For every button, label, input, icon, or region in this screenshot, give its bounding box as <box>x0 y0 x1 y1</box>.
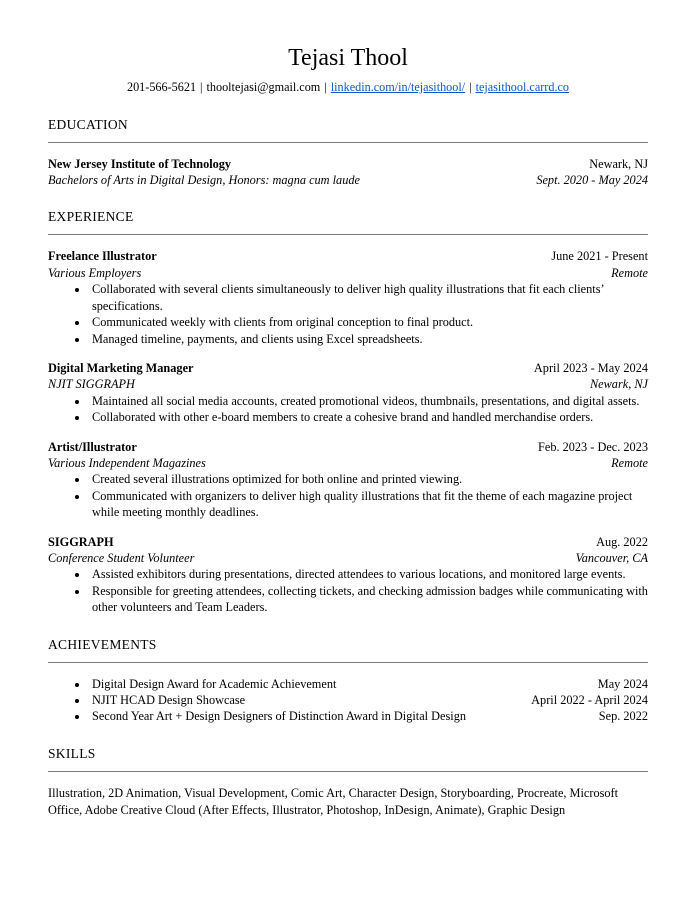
job-title: Digital Marketing Manager <box>48 360 194 375</box>
job-title: SIGGRAPH <box>48 534 114 549</box>
bullet-item: • Managed timeline, payments, and clients using Excel spreadsheets. <box>89 331 648 347</box>
school-name: New Jersey Institute of Technology <box>48 156 232 171</box>
job-dates: Feb. 2023 - Dec. 2023 <box>538 439 648 454</box>
achievement-date: April 2022 - April 2024 <box>531 693 648 707</box>
degree-text: Bachelors of Arts in Digital Design, Honors: magna cum laude <box>48 173 360 188</box>
achievement-label: • Digital Design Award for Academic Achievement <box>92 676 337 691</box>
job-org: Various Independent Magazines <box>48 455 206 470</box>
achievement-item <box>89 692 648 708</box>
education-section <box>48 117 648 189</box>
phone-number: 201-566-5621 <box>126 79 197 94</box>
achievements-section <box>48 637 648 725</box>
job-bullets <box>48 393 648 426</box>
achievement-label: • NJIT HCAD Design Showcase <box>92 693 246 707</box>
education-entry <box>48 156 648 189</box>
section-divider <box>48 142 648 143</box>
job-dates: June 2021 - Present <box>551 249 648 264</box>
contact-line <box>48 80 648 96</box>
job-location: Remote <box>611 455 648 470</box>
experience-section <box>48 209 648 615</box>
experience-entry <box>48 439 648 521</box>
achievement-label: • Second Year Art + Design Designers of Distinction Award in Digital Design <box>92 709 466 724</box>
email-address: thooltejasi@gmail.com <box>206 79 321 94</box>
job-dates: Aug. 2022 <box>596 534 648 549</box>
experience-heading: EXPERIENCE <box>48 209 134 225</box>
linkedin-link[interactable]: linkedin.com/in/tejasithool/ <box>330 79 466 94</box>
achievements-list <box>48 676 648 725</box>
contact-separator: | <box>469 79 472 94</box>
job-bullets <box>48 471 648 520</box>
website-link[interactable]: tejasithool.carrd.co <box>475 79 569 94</box>
job-title: Freelance Illustrator <box>48 249 157 264</box>
job-dates: April 2023 - May 2024 <box>533 360 648 375</box>
achievement-item <box>89 676 648 692</box>
achievements-list-wrap <box>48 676 648 725</box>
contact-separator: | <box>200 79 203 94</box>
experience-entry <box>48 360 648 426</box>
skills-heading: SKILLS <box>48 745 96 761</box>
bullet-item: • Maintained all social media accounts, created promotional videos, thumbnails, presentations, and digital assets. <box>89 393 648 409</box>
bullet-item: • Communicated weekly with clients from original conception to final product. <box>89 314 648 330</box>
education-heading: EDUCATION <box>48 116 128 132</box>
bullet-item: • Responsible for greeting attendees, collecting tickets, and checking admission badges while communicating with other volunteers and Team Leaders. <box>89 583 648 616</box>
job-location: Vancouver, CA <box>575 550 648 565</box>
bullet-item: • Created several illustrations optimized for both online and printed viewing. <box>89 471 648 487</box>
achievement-date: May 2024 <box>597 676 648 691</box>
section-divider <box>48 771 648 772</box>
education-dates: Sept. 2020 - May 2024 <box>536 173 648 188</box>
achievement-date: Sep. 2022 <box>598 709 648 724</box>
skills-section <box>48 746 648 819</box>
school-location: Newark, NJ <box>589 156 648 171</box>
job-org: Conference Student Volunteer <box>48 550 195 565</box>
achievement-item <box>89 708 648 724</box>
experience-entry <box>48 534 648 616</box>
job-title: Artist/Illustrator <box>48 439 137 454</box>
experience-entry <box>48 248 648 346</box>
person-name: Tejasi Thool <box>288 45 408 71</box>
achievements-heading: ACHIEVEMENTS <box>48 636 157 652</box>
job-location: Newark, NJ <box>589 377 648 392</box>
section-divider <box>48 662 648 663</box>
job-org: Various Employers <box>48 265 142 280</box>
job-location: Remote <box>611 265 648 280</box>
job-bullets <box>48 566 648 615</box>
skills-text: Illustration, 2D Animation, Visual Development, Comic Art, Character Design, Storyboarding, Procreate, Microsoft Office, Adobe Creative Cloud (After Effects, Illustrator, Photoshop, InDesign, Animate), Graphic Design <box>48 785 619 817</box>
bullet-item: • Assisted exhibitors during presentations, directed attendees to various locations, and monitored large events. <box>89 566 648 582</box>
bullet-item: • Collaborated with several clients simultaneously to deliver high quality illustrations that fit each clients’ specifications. <box>89 281 648 314</box>
bullet-item: • Collaborated with other e-board members to create a cohesive brand and handled merchandise orders. <box>89 409 648 425</box>
section-divider <box>48 234 648 235</box>
bullet-item: • Communicated with organizers to deliver high quality illustrations that fit the theme of each magazine project while meeting monthly deadlines. <box>89 488 648 521</box>
job-bullets <box>48 281 648 347</box>
contact-separator: | <box>324 79 327 94</box>
job-org: NJIT SIGGRAPH <box>48 377 135 392</box>
